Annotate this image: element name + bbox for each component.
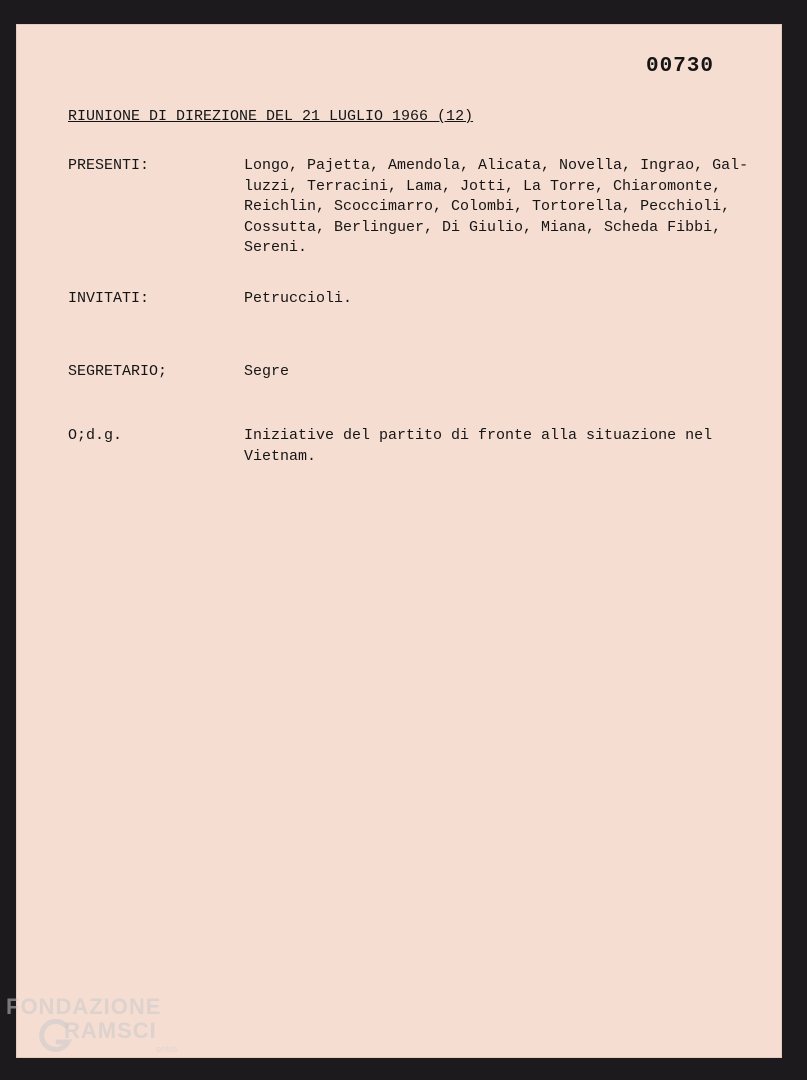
entry-label: SEGRETARIO; bbox=[68, 363, 168, 380]
page-number: 00730 bbox=[646, 55, 715, 78]
entry-value: Petruccioli. bbox=[244, 290, 353, 307]
entry-value: Longo, Pajetta, Amendola, Alicata, Novella, Ingrao, Gal- luzzi, Terracini, Lama, Jotti, La Torre, Chiaromonte, Reichlin, Scoccimarro, Colombi, Tortorella, Pecchioli, Cossutta, Berlinguer, Di Giulio, Miana, Scheda Fibbi, Sereni. bbox=[244, 157, 749, 256]
logo-text-top: FONDAZIONE bbox=[6, 994, 162, 1019]
fondazione-gramsci-logo bbox=[6, 994, 216, 1074]
meeting-title: RIUNIONE DI DIREZIONE DEL 21 LUGLIO 1966 (12) bbox=[68, 108, 474, 125]
document-page bbox=[16, 24, 782, 1058]
entry-value: Segre bbox=[244, 363, 290, 380]
entry-label: O;d.g. bbox=[68, 427, 123, 444]
entry-label: INVITATI: bbox=[68, 290, 150, 307]
entry-value: Iniziative del partito di fronte alla situazione nel Vietnam. bbox=[244, 427, 713, 465]
logo-text-bottom: RAMSCI bbox=[64, 1018, 157, 1043]
bleed-through-mark bbox=[52, 176, 112, 194]
entry-label: PRESENTI: bbox=[68, 157, 150, 174]
logo-subtext: onlus bbox=[156, 1044, 178, 1054]
